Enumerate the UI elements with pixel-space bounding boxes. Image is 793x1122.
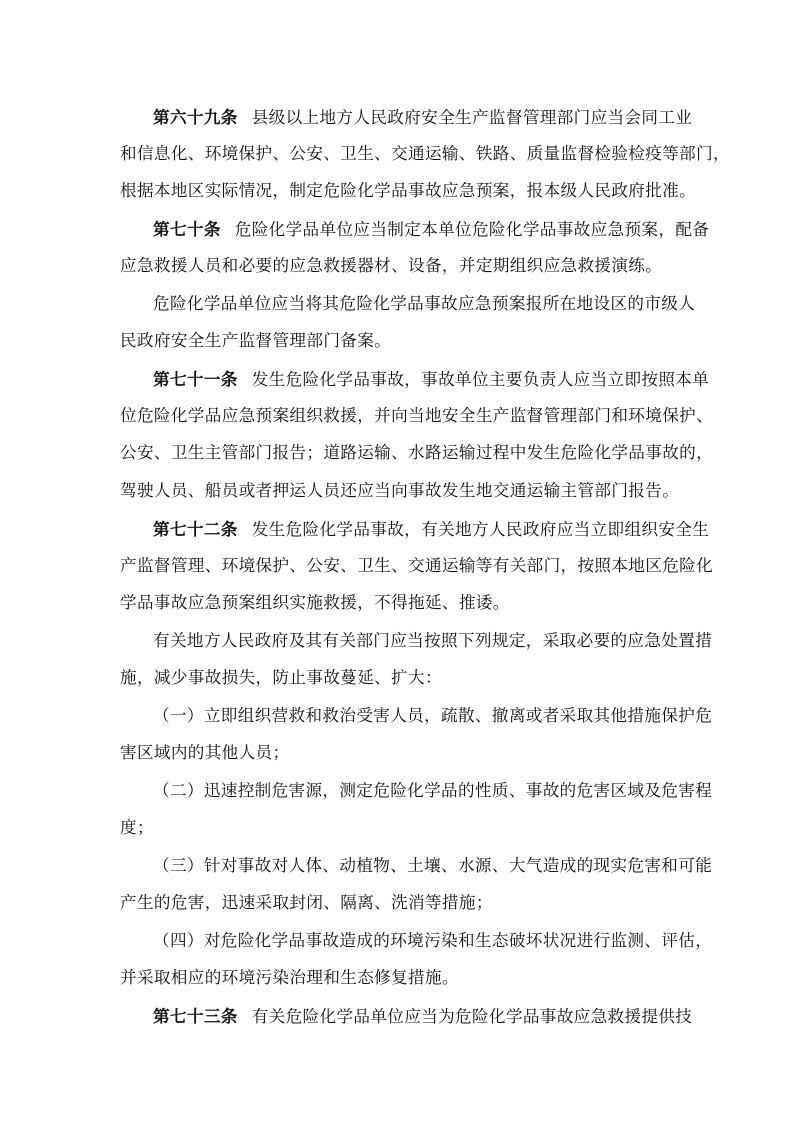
paragraph-line: 第六十九条 县级以上地方人民政府安全生产监督管理部门应当会同工业 bbox=[153, 107, 693, 127]
article-label: 第六十九条 bbox=[153, 107, 238, 127]
article-label: 第七十三条 bbox=[153, 1006, 238, 1026]
article-label: 第七十一条 bbox=[153, 369, 238, 389]
paragraph-line: 根据本地区实际情况，制定危险化学品事故应急预案，报本级人民政府批准。 bbox=[120, 181, 697, 200]
paragraph-line: 第七十条 危险化学品单位应当制定本单位危险化学品事故应急预案，配备 bbox=[153, 219, 710, 239]
paragraph-line: 施，减少事故损失，防止事故蔓延、扩大： bbox=[120, 668, 442, 687]
paragraph-line: 和信息化、环境保护、公安、卫生、交通运输、铁路、质量监督检验检疫等部门， bbox=[120, 144, 730, 163]
paragraph-line: 驾驶人员、船员或者押运人员还应当向事故发生地交通运输主管部门报告。 bbox=[120, 481, 680, 500]
paragraph-line: （一）立即组织营救和救治受害人员，疏散、撤离或者采取其他措施保护危 bbox=[153, 706, 713, 725]
paragraph-line: 应急救援人员和必要的应急救援器材、设备，并定期组织应急救援演练。 bbox=[120, 256, 663, 275]
article-label: 第七十条 bbox=[153, 219, 221, 239]
paragraph-line: 位危险化学品应急预案组织救援，并向当地安全生产监督管理部门和环境保护、 bbox=[120, 406, 714, 425]
paragraph-line: （四）对危险化学品事故造成的环境污染和生态破坏状况进行监测、评估， bbox=[153, 931, 713, 950]
paragraph-line: 产监督管理、环境保护、公安、卫生、交通运输等有关部门，按照本地区危险化 bbox=[120, 556, 714, 575]
paragraph-line: 度； bbox=[120, 818, 154, 837]
paragraph-line: 产生的危害，迅速采取封闭、隔离、洗消等措施； bbox=[120, 893, 493, 912]
paragraph-line: 有关地方人民政府及其有关部门应当按照下列规定，采取必要的应急处置措 bbox=[153, 631, 713, 650]
paragraph-line: 并采取相应的环境污染治理和生态修复措施。 bbox=[120, 968, 459, 987]
paragraph-line: 危险化学品单位应当将其危险化学品事故应急预案报所在地设区的市级人 bbox=[153, 294, 696, 313]
paragraph-line: 第七十三条 有关危险化学品单位应当为危险化学品事故应急救援提供技 bbox=[153, 1006, 693, 1026]
paragraph-line: （二）迅速控制危害源，测定危险化学品的性质、事故的危害区域及危害程 bbox=[153, 781, 713, 800]
paragraph-line: 害区域内的其他人员； bbox=[120, 743, 290, 762]
paragraph-line: 第七十二条 发生危险化学品事故，有关地方人民政府应当立即组织安全生 bbox=[153, 519, 710, 539]
paragraph-line: 民政府安全生产监督管理部门备案。 bbox=[120, 331, 392, 350]
paragraph-line: 学品事故应急预案组织实施救援，不得拖延、推诿。 bbox=[120, 593, 510, 612]
paragraph-line: 第七十一条 发生危险化学品事故，事故单位主要负责人应当立即按照本单 bbox=[153, 369, 710, 389]
article-label: 第七十二条 bbox=[153, 519, 238, 539]
paragraph-line: （三）针对事故对人体、动植物、土壤、水源、大气造成的现实危害和可能 bbox=[153, 856, 713, 875]
paragraph-line: 公安、卫生主管部门报告；道路运输、水路运输过程中发生危险化学品事故的， bbox=[120, 443, 714, 462]
